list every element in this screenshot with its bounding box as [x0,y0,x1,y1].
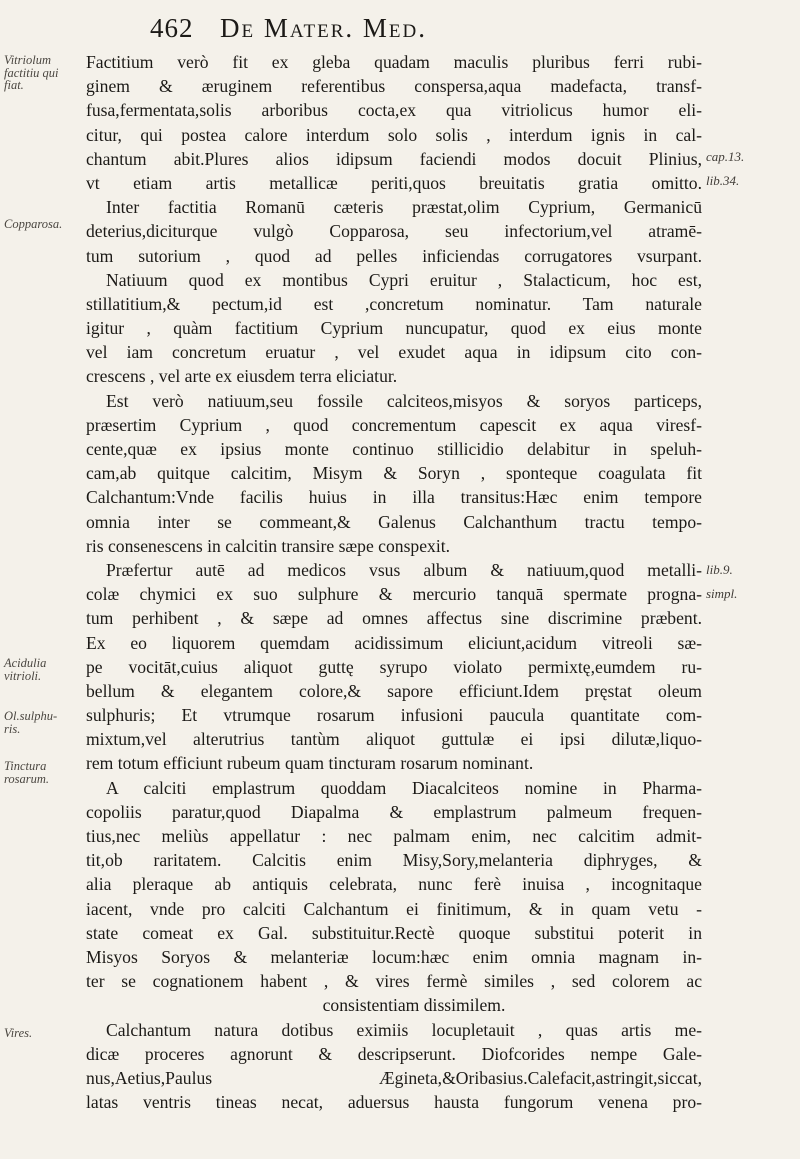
margin-note-line: ris. [4,721,21,736]
margin-note-vitriolum [4,54,78,92]
text-line: ter se cognationem habent , & vires fermè similes , sed colorem ac [86,971,702,992]
text-line: tum sutorium , quod ad pelles inficiendas corrugatores vsurpant. [86,245,702,266]
text-line: tius,nec meliùs appellatur : nec palmam enim, nec calcitim admit- [86,826,702,846]
text-line: cente,quæ ex ipsius monte continuo stillicidio delabitur in speluh- [86,439,702,459]
text-line: tum perhibent , & sæpe ad omnes affectus sine discrimine præbent. [86,608,702,629]
margin-note-copparosa [4,218,78,231]
running-header [150,8,690,48]
text-line: Inter factitia Romanū cæteris præstat,olim Cyprium, Germanicū [106,197,702,218]
margin-note-line: Tinctura [4,759,47,773]
text-line: chantum abit.Plures alios idipsum faciendi modos docuit Plinius, [86,148,702,169]
text-line: vt etiam artis metallicæ periti,quos breuitatis gratia omitto. [86,172,702,193]
margin-note-line: Acidulia [4,656,47,670]
text-line: colæ chymici ex suo sulphure & mercurio tanquā spermate progna- [86,584,702,605]
margin-ref-lib9: lib.9. [706,562,733,577]
body-text [86,50,702,1114]
text-line: igitur , quàm factitium Cyprium nuncupatur, quod ex eius monte [86,318,702,339]
text-line: omnia inter se commeant,& Galenus Calchanthum tractu tempo- [86,511,702,532]
text-line: Calchantum natura dotibus eximiis locupletauit , quas artis me- [106,1019,702,1040]
margin-ref-lib34: lib.34. [706,173,740,188]
margin-note-line: vitrioli. [4,668,42,683]
text-line: stillatitium,& pectum,id est ,concretum nominatur. Tam naturale [86,293,702,314]
text-line: bellum & elegantem colore,& sapore efficiunt.Idem pręstat oleum [86,680,702,701]
margin-note-line: Copparosa. [4,217,63,231]
text-line: crescens , vel arte ex eiusdem terra eliciatur. [86,366,398,387]
text-line: Est verò natiuum,seu fossile calciteos,misyos & soryos particeps, [106,390,702,411]
text-line: Ex eo liquorem quemdam acidissimum eliciunt,acidum vitreoli sæ- [86,632,702,653]
text-line: state comeat ex Gal. substituitur.Rectè quoque substitui poterit in [86,922,702,943]
text-line: latas ventris tineas necat, aduersus hausta fungorum venena pro- [86,1092,702,1113]
text-line: A calciti emplastrum quoddam Diacalciteos nomine in Pharma- [106,777,702,798]
text-line: consistentiam dissimilem. [322,995,506,1016]
text-line: deterius,diciturque vulgò Copparosa, seu infectorium,vel atramē- [86,221,702,242]
text-line: tit,ob raritatem. Calcitis enim Misy,Sory,melanteria diphryges, & [86,850,702,871]
text-line: Factitium verò fit ex gleba quadam maculis pluribus ferri rubi- [86,52,702,72]
text-line: Præfertur autē ad medicos vsus album & natiuum,quod metalli- [106,559,702,580]
text-line: Misyos Soryos & melanteriæ locum:hæc enim omnia magnam in- [86,946,702,967]
margin-note-line: Vitriolum [4,53,51,67]
page-number: 462 [150,13,194,43]
text-line: cam,ab quitque calcitim, Misym & Soryn , sponteque coagulata fit [86,463,702,484]
margin-note-acidulia [4,657,78,682]
text-line: ris consenescens in calcitin transire sæpe conspexit. [86,535,450,556]
text-line: ginem & æruginem referentibus conspersa,aqua madefacta, transf- [86,76,702,97]
text-line: Natiuum quod ex montibus Cypri eruitur , Stalacticum, hoc est, [106,269,702,290]
text-line: præsertim Cyprium , quod concrementum capescit ex aqua viresf- [86,414,702,435]
text-line: Calchantum:Vnde facilis huius in illa transitus:Hæc enim tempore [86,487,702,508]
margin-note-line: rosarum. [4,771,50,786]
margin-note-line: fiat. [4,78,24,92]
text-line: sulphuris; Et vtrumque rosarum infusioni paucula quantitate com- [86,705,702,726]
margin-note-tinctura [4,760,78,785]
text-line: dicæ proceres agnorunt & descripserunt. Diofcorides nempe Gale- [86,1043,702,1064]
margin-note-line: Ol.sulphu- [4,709,58,723]
margin-ref-cap: cap.13. [706,149,745,164]
text-line: nus,Aetius,Paulus Ægineta,&Oribasius.Calefacit,astringit,siccat, [86,1067,702,1088]
text-line: citur, qui postea calore interdum solo solis , interdum ignis in cal- [86,124,702,145]
text-line: rem totum efficiunt rubeum quam tincturam rosarum nominant. [86,753,534,774]
text-line: mixtum,vel alterutrius tantùm aliquot guttulæ ei ipsi dilutæ,liquo- [86,729,702,750]
margin-note-line: factitiu qui [4,65,59,80]
margin-ref-simpl: simpl. [706,586,738,601]
text-line: iacent, vnde pro calciti Calchantum ei finitimum, & in quam vetu - [86,898,702,919]
text-line: copoliis paratur,quod Diapalma & emplastrum palmeum frequen- [86,801,702,822]
margin-note-vires [4,1027,78,1040]
text-line: fusa,fermentata,solis arboribus cocta,ex qua vitriolicus humor eli- [86,100,702,121]
text-line: pe vocitāt,cuius aliquot guttę syrupo violato permixtę,eumdem ru- [86,656,702,677]
running-title: De Mater. Med. [220,13,427,43]
text-line: vel iam concretum eruatur , vel exudet aqua in idipsum cito con- [86,342,702,363]
margin-note-ol-sulphuris [4,710,78,735]
text-line: alia pleraque ab antiquis celebrata, nunc ferè inuisa , incognitaque [86,874,702,895]
margin-note-line: Vires. [4,1026,33,1040]
